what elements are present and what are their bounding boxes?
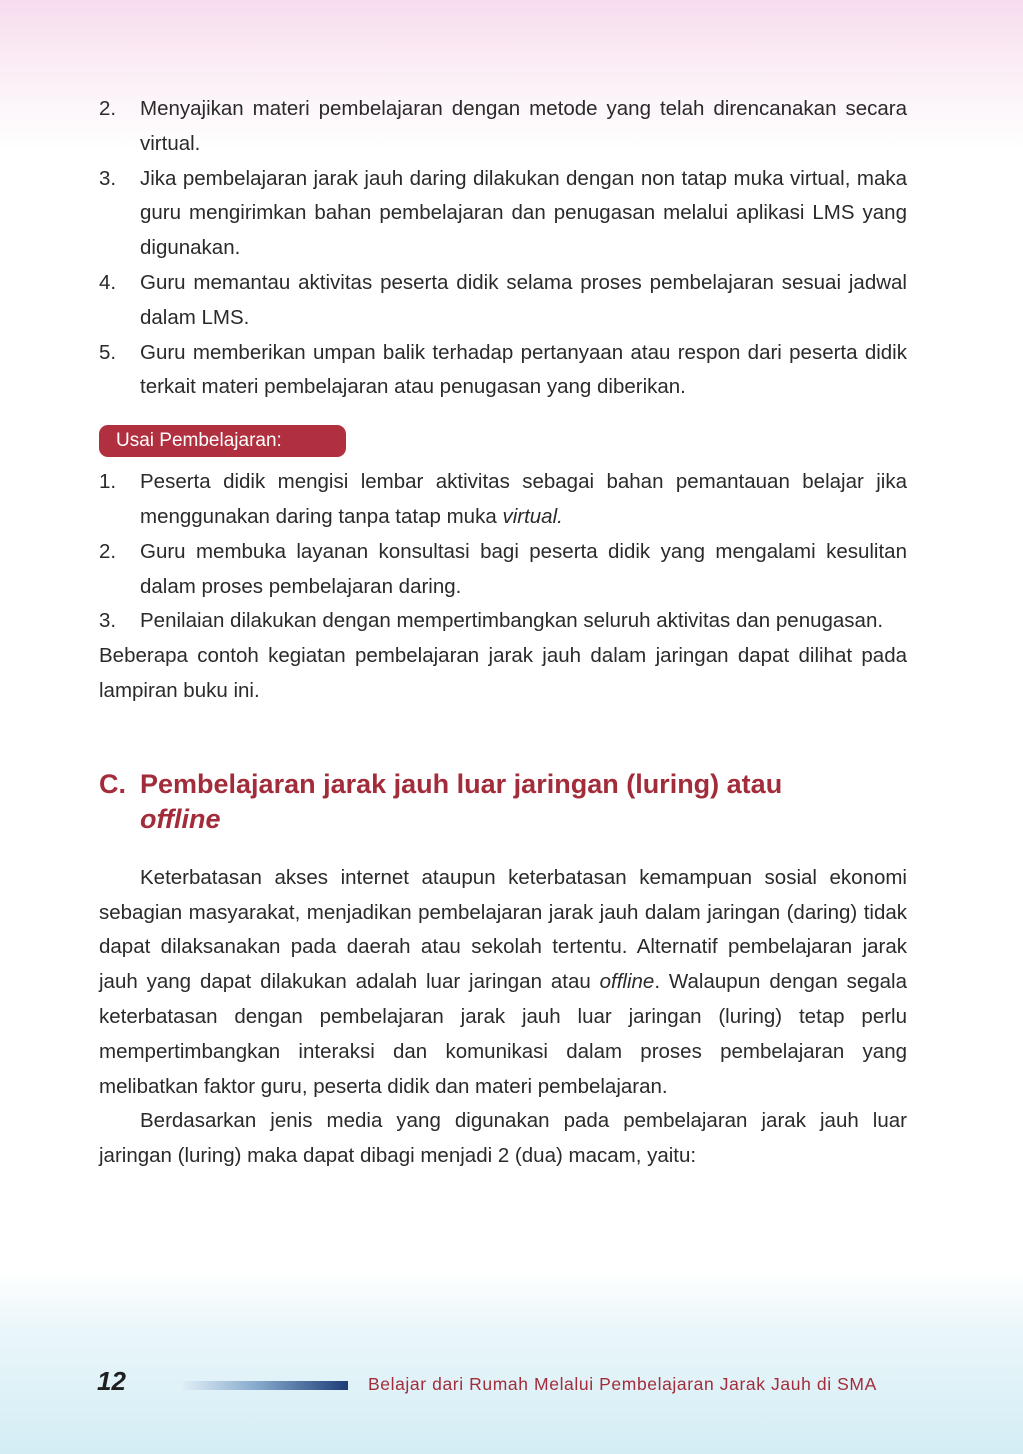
list-item-text: Menyajikan materi pembelajaran dengan metode yang telah direncanakan secara virtual. [140,97,907,155]
footer-gradient-bar [183,1381,348,1390]
list-item-text: Guru memberikan umpan balik terhadap pertanyaan atau respon dari peserta didik terkait materi pembelajaran atau penugasan yang diberikan. [140,340,907,399]
list-item-number: 1. [99,470,117,494]
list-item [99,604,907,639]
list-item-number: 3. [99,166,117,190]
page-number: 12 [97,1366,126,1396]
list-item-text: Jika pembelajaran jarak jauh daring dilakukan dengan non tatap muka virtual, maka guru mengirimkan bahan pembelajaran dan penugasan melalui aplikasi LMS yang digunakan. [140,166,907,260]
list-item-text: Penilaian dilakukan dengan mempertimbangkan seluruh aktivitas dan penugasan. [140,609,884,633]
list-item-number: 2. [99,539,117,563]
list-item [99,465,907,535]
list-item [99,535,907,605]
list-item-number: 2. [99,97,117,120]
list-item [99,336,907,406]
list-item-text: Peserta didik mengisi lembar aktivitas sebagai bahan pemantauan belajar jika menggunakan daring tanpa tatap muka [140,470,907,528]
list-item-number: 5. [99,340,117,364]
list-item-italic-text: virtual. [502,504,563,528]
page-footer [0,1364,1023,1404]
section-c-paragraph-2: Berdasarkan jenis media yang digunakan pada pembelajaran jarak jauh luar jaringan (luring) maka dapat dibagi menjadi 2 (dua) macam, yaitu: [99,1109,907,1168]
page-content [99,92,907,1174]
section-title: Pembelajaran jarak jauh luar jaringan (luring) atau [140,768,783,799]
list-item [99,266,907,336]
section-letter: C. [99,768,126,799]
section-title-italic: offline [140,803,221,834]
paragraph-text: . Walaupun dengan segala keterbatasan dengan pembelajaran jarak jauh luar jaringan (luring) tetap perlu mempertimbangkan interaksi dan komunikasi dalam proses pembelajaran yang melibatkan faktor guru, peserta didik dan materi pembelajaran. [99,970,907,1098]
list-item-text: Guru membuka layanan konsultasi bagi peserta didik yang mengalami kesulitan dalam proses pembelajaran daring. [140,539,907,598]
list-item-number: 3. [99,609,117,633]
list-item-text: Guru memantau aktivitas peserta didik selama proses pembelajaran sesuai jadwal dalam LMS. [140,270,907,329]
numbered-list-usai [99,465,907,639]
section-heading-c [99,767,907,837]
list-item [99,162,907,266]
paragraph-italic-text: offline [599,970,655,994]
usai-pembelajaran-badge: Usai Pembelajaran: [99,425,346,457]
list-item-number: 4. [99,270,117,294]
section-c-paragraph-1 [99,861,907,1105]
paragraph-text: Keterbatasan akses internet ataupun keterbatasan kemampuan sosial ekonomi sebagian masyarakat, menjadikan pembelajaran jarak jauh dalam jaringan (daring) tidak dapat dilaksanakan pada daerah atau sekolah tertentu. Alternatif pembelajaran jarak jauh yang dapat dilakukan adalah luar jaringan atau [99,865,907,994]
numbered-list-daring [99,92,907,405]
list-item [99,92,907,162]
running-title: Belajar dari Rumah Melalui Pembelajaran Jarak Jauh di SMA [368,1374,877,1394]
closing-paragraph: Beberapa contoh kegiatan pembelajaran jarak jauh dalam jaringan dapat dilihat pada lampiran buku ini. [99,644,907,702]
